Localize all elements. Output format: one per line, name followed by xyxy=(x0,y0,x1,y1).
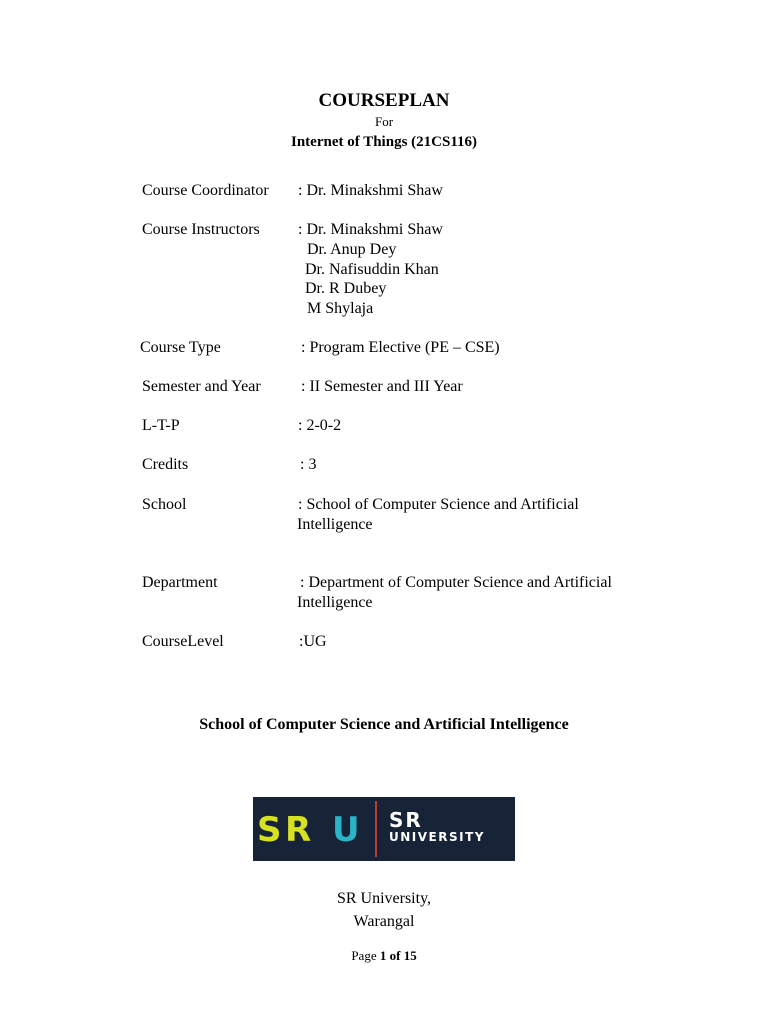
page-prefix: Page xyxy=(351,948,377,963)
university-name: SR University, xyxy=(336,890,432,907)
course-plan-title: COURSEPLAN xyxy=(318,90,450,111)
sru-logo-graphic xyxy=(253,797,515,861)
page-number xyxy=(0,948,768,964)
instructors-label: Course Instructors xyxy=(142,221,260,238)
logo-text-university: UNIVERSITY xyxy=(389,830,485,844)
page-of: of xyxy=(389,948,401,963)
university-city: Warangal xyxy=(353,913,415,930)
sru-logo xyxy=(253,797,515,861)
department-value-line2: Intelligence xyxy=(297,594,373,611)
logo-letter-u: U xyxy=(332,810,360,850)
logo-divider xyxy=(375,801,377,857)
instructor-item: Dr. R Dubey xyxy=(305,280,387,297)
credits-value: : 3 xyxy=(300,456,317,473)
course-type-value: : Program Elective (PE – CSE) xyxy=(301,339,500,356)
for-label: For xyxy=(374,114,394,129)
instructor-item: : Dr. Minakshmi Shaw xyxy=(298,221,443,238)
course-level-label: CourseLevel xyxy=(142,633,224,650)
school-value-line1: : School of Computer Science and Artificial xyxy=(298,496,579,513)
credits-label: Credits xyxy=(142,456,189,473)
logo-letter-r: R xyxy=(285,810,312,850)
instructor-item: M Shylaja xyxy=(307,300,374,317)
ltp-label: L-T-P xyxy=(142,417,180,434)
course-level-value: :UG xyxy=(299,633,327,650)
coordinator-value: : Dr. Minakshmi Shaw xyxy=(298,182,443,199)
logo-letter-s: S xyxy=(257,810,282,850)
page-total: 15 xyxy=(403,948,417,963)
department-label: Department xyxy=(142,574,218,591)
page-current: 1 xyxy=(379,948,387,963)
instructor-item: Dr. Anup Dey xyxy=(307,241,397,258)
ltp-value: : 2-0-2 xyxy=(298,417,342,434)
school-label: School xyxy=(142,496,187,513)
instructor-item: Dr. Nafisuddin Khan xyxy=(305,261,439,278)
course-name: Internet of Things (21CS116) xyxy=(291,134,477,150)
school-value-line2: Intelligence xyxy=(297,516,373,533)
semester-label: Semester and Year xyxy=(142,378,261,395)
school-heading: School of Computer Science and Artificial Intelligence xyxy=(199,716,569,733)
coordinator-label: Course Coordinator xyxy=(142,182,269,199)
semester-value: : II Semester and III Year xyxy=(301,378,463,395)
department-value-line1: : Department of Computer Science and Artificial xyxy=(300,574,612,591)
course-type-label: Course Type xyxy=(140,339,221,356)
logo-text-sr: SR xyxy=(389,808,423,832)
